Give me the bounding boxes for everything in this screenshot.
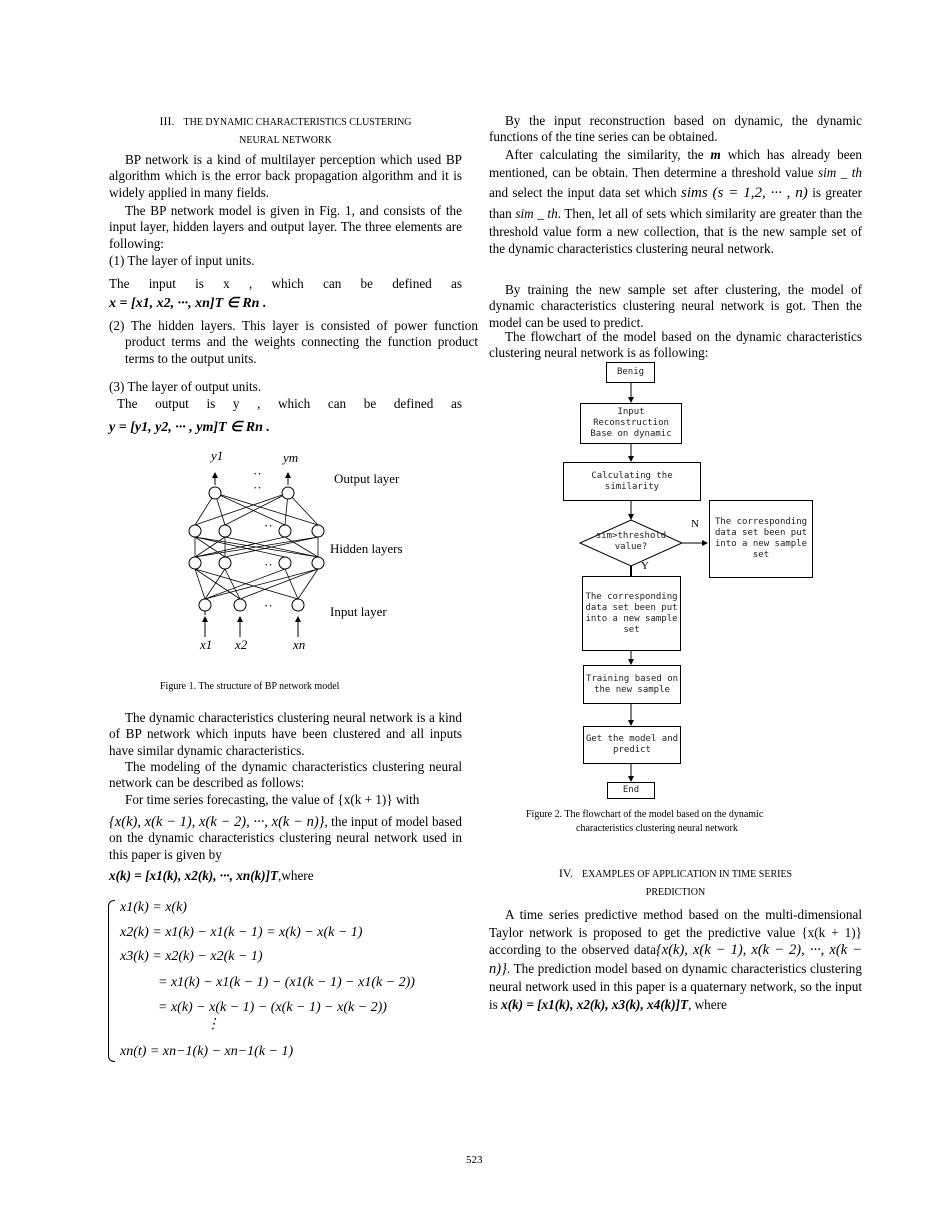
label-ym: ym [283, 450, 299, 465]
label-y1: y1 [211, 448, 224, 463]
flow-decision: sim>threshold value? [595, 531, 667, 552]
flow-input-reconstruction: Input Reconstruction Base on dynamic [580, 403, 682, 444]
formula-input: x(k) = [x1(k), x2(k), x3(k), x4(k)]T [501, 996, 689, 1012]
text: ,where [278, 868, 314, 883]
paragraph-bp-network: BP network is a kind of multilayer perception which used BP algorithm which is the error back propagation algorithm and it is widely applied in many fields. [109, 152, 462, 200]
input-definition: The input is x , which can be defined as [109, 276, 462, 291]
text: and select the input data set which [489, 185, 677, 200]
heading-line1: EXAMPLES OF APPLICATION IN TIME SERIES [582, 869, 793, 880]
var-sim-th: sim _ th [817, 164, 863, 180]
paragraph-application [489, 906, 862, 1013]
heading-line2: NEURAL NETWORK [239, 135, 332, 146]
paragraph-reconstruction: By the input reconstruction based on dynamic, the dynamic functions of the tine series can be obtained. [489, 113, 862, 145]
label-x1: x1 [200, 637, 213, 652]
dots: ·· [253, 480, 262, 495]
list-item-1: (1) The layer of input units. [109, 253, 255, 268]
section-heading-3 [109, 112, 462, 150]
paragraph-forecast-3 [109, 868, 462, 884]
output-definition: The output is y , which can be defined as [117, 396, 462, 411]
dots: ·· [264, 557, 273, 572]
paragraph-bp-model: The BP network model is given in Fig. 1, and consists of the input layer, hidden layers and output layer. The three elements are following: [109, 203, 462, 251]
dots: ·· [264, 518, 273, 533]
output-formula: y = [y1, y2, ··· , ym]T ∈ Rn . [109, 420, 270, 435]
input-layer-label: Input layer [330, 604, 387, 619]
hidden-layers-label: Hidden layers [330, 541, 403, 556]
figure1-caption: Figure 1. The structure of BP network model [160, 681, 340, 692]
equation: = x1(k) − x1(k − 1) − (x1(k − 1) − x1(k − 2)) [158, 975, 415, 990]
formula-input: x(k) = [x1(k), x2(k), ···, xn(k)]T [109, 868, 279, 883]
label-xn: xn [293, 637, 306, 652]
brace [108, 900, 115, 1062]
list-item-2: (2) The hidden layers. This layer is consisted of power function product terms and the weights connecting the function product terms to the output units. [109, 318, 478, 366]
page-number: 523 [466, 1154, 483, 1166]
equation: xn(t) = xn−1(k) − xn−1(k − 1) [120, 1044, 294, 1059]
flow-yes-box: The corresponding data set been put into a new sample set [582, 576, 681, 651]
flow-side-box: The corresponding data set been put into a new sample set [709, 500, 813, 578]
heading-number: IV. [558, 866, 573, 880]
equation: x3(k) = x2(k) − x2(k − 1) [120, 949, 263, 964]
output-layer-label: Output layer [334, 471, 400, 486]
paragraph-dcc-network: The dynamic characteristics clustering neural network is a kind of BP network which inputs have been clustered and all inputs have similar dynamic characteristics. [109, 710, 462, 758]
text: After calculating the similarity, the [505, 147, 704, 162]
text: , where [688, 996, 727, 1012]
vdots: ⋮ [206, 1017, 220, 1032]
flow-end: End [607, 782, 655, 799]
heading-line2: PREDICTION [645, 887, 706, 898]
list-item-3: (3) The layer of output units. [109, 379, 262, 394]
flow-no-label: N [691, 518, 699, 530]
label-x2: x2 [235, 637, 248, 652]
formula-series: {x(k), x(k − 1), x(k − 2), ···, x(k − n)} [109, 814, 325, 830]
paragraph-forecast-2 [109, 814, 462, 863]
dots: ·· [253, 466, 262, 481]
figure2-caption-line1: Figure 2. The flowchart of the model based on the dynamic [526, 809, 764, 820]
equation: x1(k) = x(k) [120, 900, 187, 915]
section-heading-4 [489, 864, 862, 902]
formula-sims: sims (s = 1,2, ··· , n) [681, 185, 808, 201]
var-sim-th: sim _ th [515, 206, 558, 221]
paragraph-modeling: The modeling of the dynamic characteristics clustering neural network can be described as follows: [109, 759, 462, 791]
dots: ·· [264, 598, 273, 613]
input-formula: x = [x1, x2, ···, xn]T ∈ Rn . [109, 296, 267, 311]
flow-calculate-similarity: Calculating the similarity [563, 462, 701, 501]
heading-number: III. [159, 114, 175, 128]
paragraph-similarity [489, 146, 862, 258]
equation: = x(k) − x(k − 1) − (x(k − 1) − x(k − 2)) [158, 1000, 387, 1015]
text: . The prediction model based on dynamic characteristics clustering neural network used in this paper is a quaternary network, so the input is [489, 960, 862, 1012]
equation: x2(k) = x1(k) − x1(k − 1) = x(k) − x(k − 1) [120, 925, 363, 940]
paragraph-flowchart-intro: The flowchart of the model based on the dynamic characteristics clustering neural network is as following: [489, 329, 862, 361]
paragraph-forecast-1: For time series forecasting, the value of {x(k + 1)} with [125, 792, 420, 807]
text: which has already been mentioned, can be obtain. Then determine a threshold value [489, 147, 863, 180]
paragraph-training: By training the new sample set after clustering, the model of dynamic characteristics clustering neural network is got. Then the model can be used to predict. [489, 282, 862, 330]
text: is greater than [489, 185, 863, 221]
heading-line1: THE DYNAMIC CHARACTERISTICS CLUSTERING [183, 117, 412, 128]
figure2-caption-line2: characteristics clustering neural network [576, 823, 738, 834]
var-m: m [710, 147, 721, 162]
flow-begin: Benig [606, 362, 655, 383]
text: . Then, let all of sets which similarity are greater than the threshold value form a new collection, that is the new sample set of the dynamic characteristics clustering neural network. [489, 206, 863, 256]
formula-series: {x(k), x(k − 1), x(k − 2), ···, x(k − n)} [489, 942, 862, 977]
flow-get-model: Get the model and predict [583, 726, 681, 764]
flow-yes-label: Y [641, 560, 649, 572]
flow-training: Training based on the new sample [583, 665, 681, 704]
text: A time series predictive method based on the multi-dimensional Taylor network is proposed to get the predictive value {x(k + 1)} according to the observed data [489, 907, 862, 957]
text: , the input of model based on the dynamic characteristics clustering neural network used in this paper is given by [109, 814, 462, 862]
